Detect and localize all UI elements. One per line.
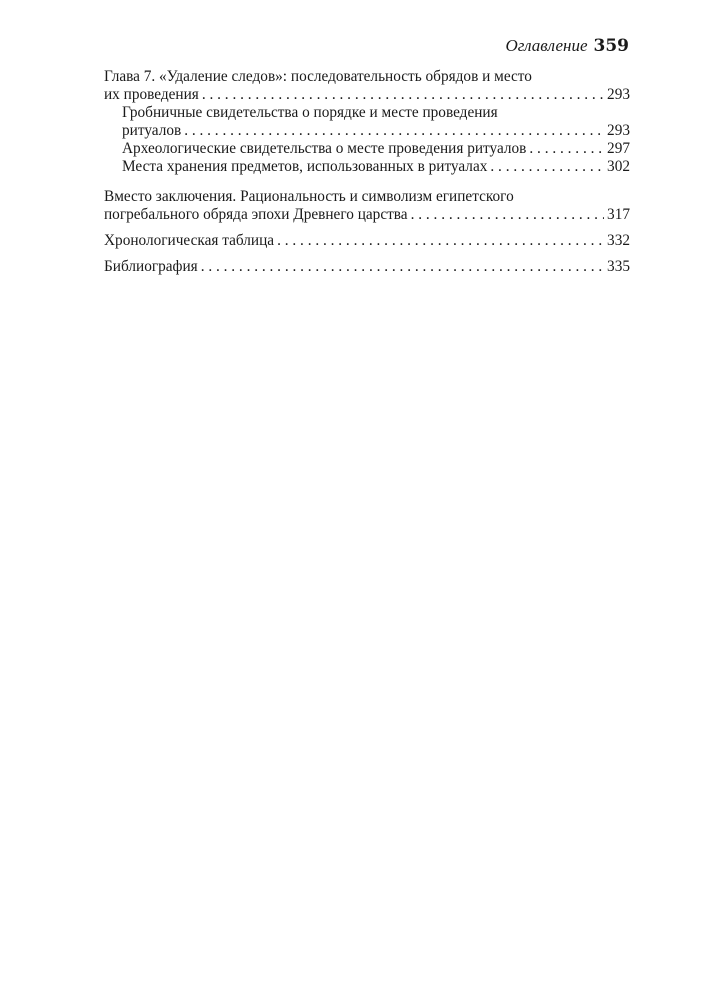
dot-leader xyxy=(201,258,604,276)
toc-entry-title: Библиография xyxy=(104,258,198,275)
dot-leader xyxy=(490,158,604,176)
dot-leader xyxy=(277,232,604,250)
dot-leader xyxy=(184,122,604,140)
toc-entry-storage-places[interactable] xyxy=(104,158,630,176)
toc-entry-page: 293 xyxy=(607,122,630,139)
dot-leader xyxy=(529,140,604,158)
running-head-title: Оглавление xyxy=(505,36,588,55)
toc-entry-title: Гробничные свидетельства о порядке и месте проведения xyxy=(122,104,498,121)
toc-entry-title-continued: их проведения xyxy=(104,86,199,103)
toc-entry-page: 332 xyxy=(607,232,630,249)
toc-entry-page: 297 xyxy=(607,140,630,157)
toc-entry-title: Места хранения предметов, использованных в ритуалах xyxy=(122,158,488,175)
running-head xyxy=(505,36,629,56)
dot-leader xyxy=(202,86,604,104)
toc-entry-bibliography[interactable] xyxy=(104,258,630,276)
page-number: 359 xyxy=(593,36,629,56)
toc-entry-archaeological-evidence[interactable] xyxy=(104,140,630,158)
toc-entry-title-continued: погребального обряда эпохи Древнего царства xyxy=(104,206,408,223)
table-of-contents xyxy=(104,68,630,276)
toc-entry-conclusion[interactable] xyxy=(104,188,630,224)
toc-entry-title: Вместо заключения. Рациональность и символизм египетского xyxy=(104,188,514,205)
toc-entry-title: Археологические свидетельства о месте проведения ритуалов xyxy=(122,140,527,157)
toc-entry-chapter-7[interactable] xyxy=(104,68,630,104)
toc-entry-title: Хронологическая таблица xyxy=(104,232,275,249)
toc-entry-title: Глава 7. «Удаление следов»: последовательность обрядов и место xyxy=(104,68,532,85)
toc-entry-title-continued: ритуалов xyxy=(122,122,182,139)
toc-entry-tomb-evidence[interactable] xyxy=(104,104,630,140)
toc-entry-page: 302 xyxy=(607,158,630,175)
toc-entry-page: 293 xyxy=(607,86,630,103)
toc-entry-chronology[interactable] xyxy=(104,232,630,250)
toc-entry-page: 335 xyxy=(607,258,630,275)
toc-entry-page: 317 xyxy=(607,206,630,223)
dot-leader xyxy=(411,206,604,224)
